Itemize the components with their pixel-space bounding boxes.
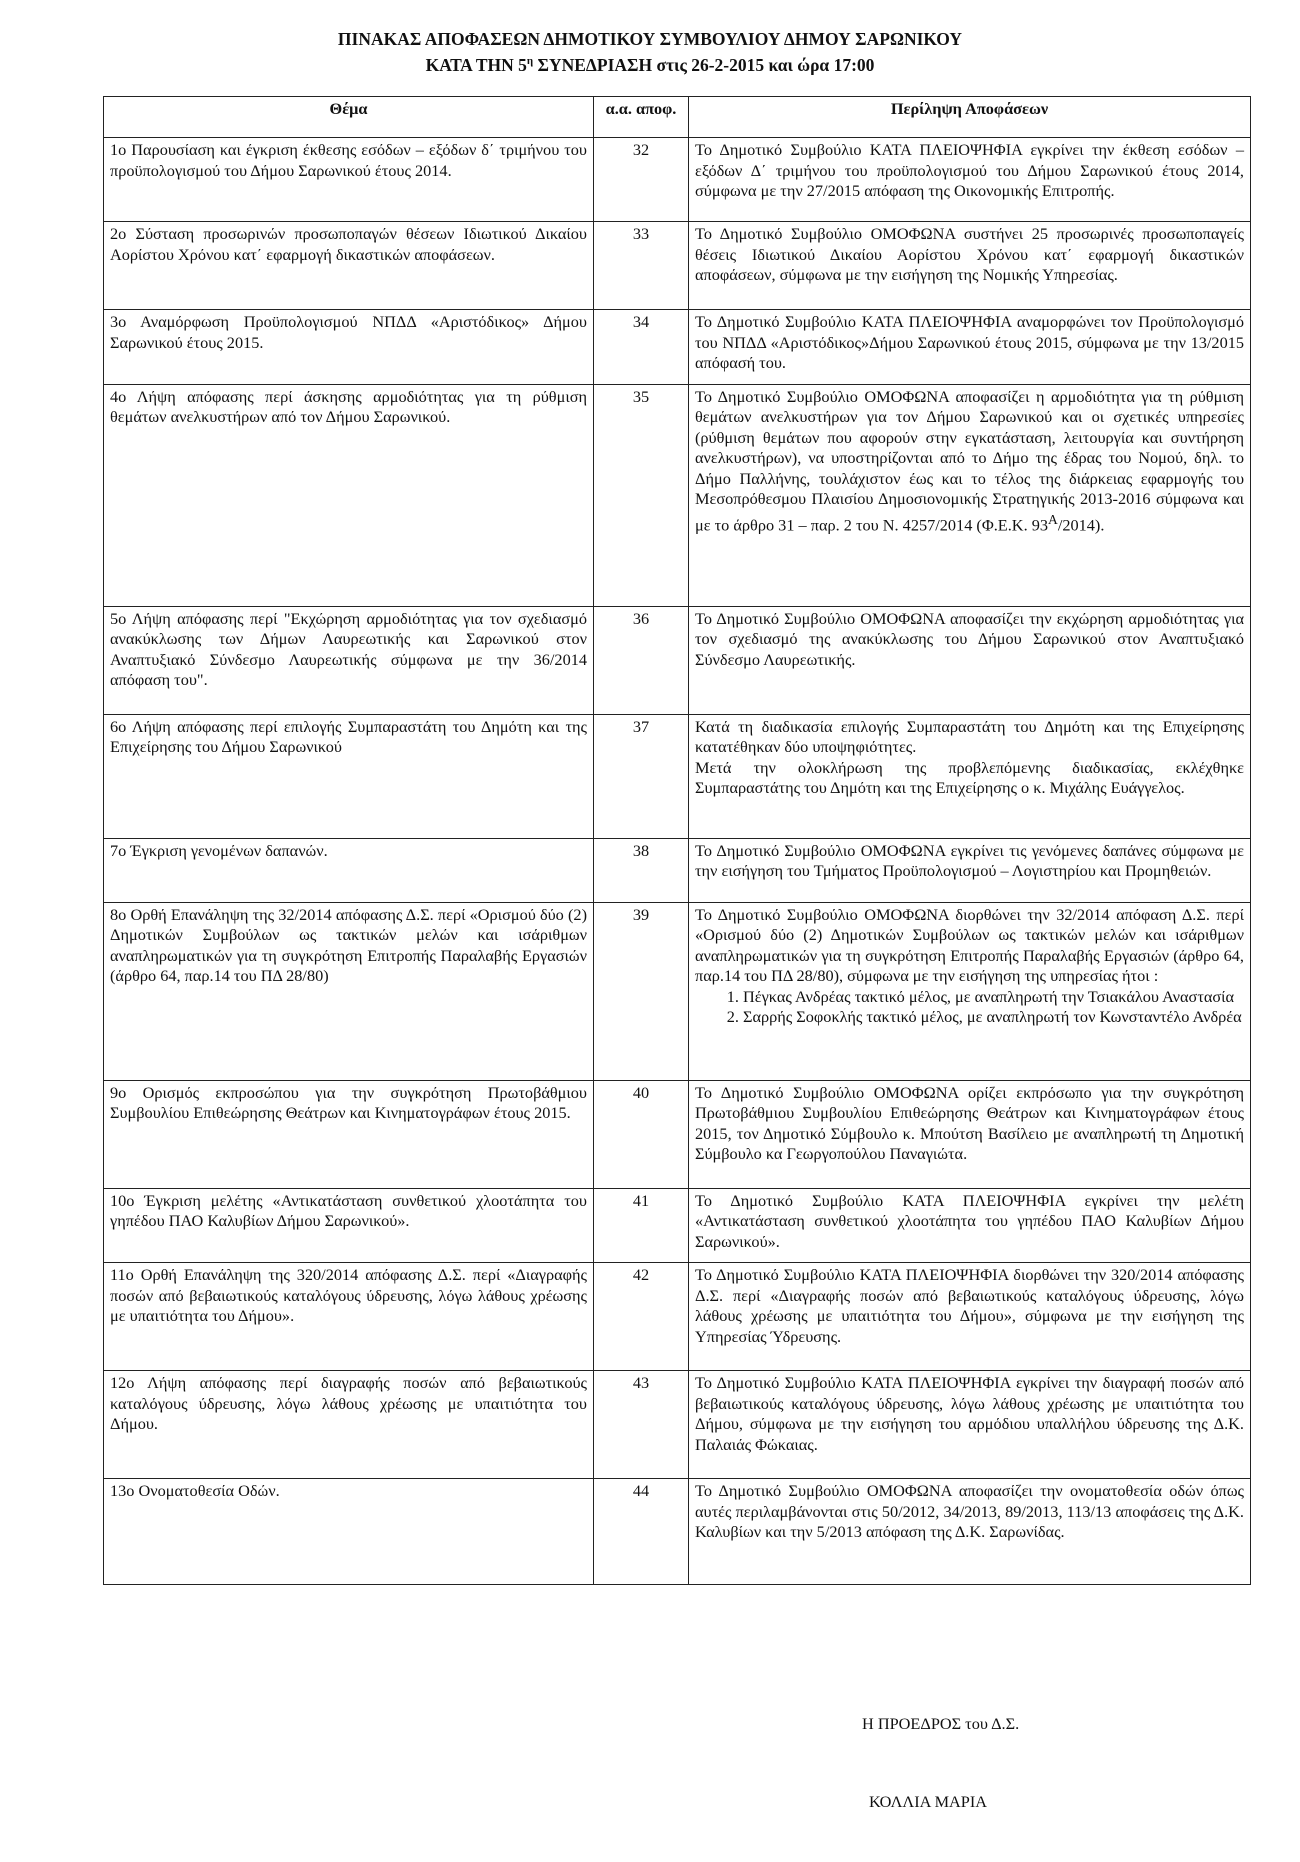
row-subject: 1ο Παρουσίαση και έγκριση έκθεσης εσόδων – εξόδων δ΄ τριμήνου του προϋπολογισμού του Δήμου Σαρωνικού έτους 2014.	[104, 138, 594, 222]
decisions-table	[103, 96, 1251, 1585]
table-row	[104, 310, 1251, 385]
row-number: 36	[594, 606, 689, 714]
table-row	[104, 1371, 1251, 1479]
row-number: 38	[594, 838, 689, 902]
row-number: 42	[594, 1263, 689, 1371]
row-summary: Το Δημοτικό Συμβούλιο ΚΑΤΑ ΠΛΕΙΟΨΗΦΙΑ εγκρίνει την έκθεση εσόδων – εξόδων Δ΄ τριμήνου του προϋπολογισμού του Δήμου Σαρωνικού έτους 2014, σύμφωνα με την 27/2015 απόφαση της Οικονομικής Επιτροπής.	[689, 138, 1251, 222]
row-number: 33	[594, 222, 689, 310]
title-line-1: ΠΙΝΑΚΑΣ ΑΠΟΦΑΣΕΩΝ ΔΗΜΟΤΙΚΟΥ ΣΥΜΒΟΥΛΙΟΥ ΔΗΜΟΥ ΣΑΡΩΝΙΚΟΥ	[337, 29, 963, 49]
row-summary: Το Δημοτικό Συμβούλιο ΟΜΟΦΩΝΑ αποφασίζει η αρμοδιότητα για τη ρύθμιση θεμάτων ανελκυστήρων για τον Δήμου Σαρωνικού και οι σχετικές υπηρεσίες (ρύθμιση θεμάτων που αφορούν στην εγκατάσταση, λειτουργία και συντήρηση ανελκυστήρων), να υποστηρίζονται από το Δήμο της έδρας του Νομού, δηλ. το Δήμο Παλλήνης, τουλάχιστον έως και το τέλος της διάρκειας εφαρμογής του Μεσοπρόθεσμου Πλαισίου Δημοσιονομικής Στρατηγικής 2013-2016 σύμφωνα και με το άρθρο 31 – παρ. 2 του Ν. 4257/2014 (Φ.Ε.Κ. $93^A/2014$).	[689, 384, 1251, 606]
table-row	[104, 1479, 1251, 1585]
table-row	[104, 1080, 1251, 1188]
row-subject: 11ο Ορθή Επανάληψη της 320/2014 απόφασης Δ.Σ. περί «Διαγραφής ποσών από βεβαιωτικούς καταλόγους ύδρευσης, λόγω λάθους χρέωσης με υπαιτιότητα του Δήμου».	[104, 1263, 594, 1371]
list-item: 2. Σαρρής Σοφοκλής τακτικό μέλος, με αναπληρωτή τον Κωνσταντέλο Ανδρέα	[743, 1007, 1244, 1028]
table-row	[104, 714, 1251, 838]
row-subject: 13ο Ονοματοθεσία Οδών.	[104, 1479, 594, 1585]
table-row	[104, 222, 1251, 310]
row-summary: Το Δημοτικό Συμβούλιο ΟΜΟΦΩΝΑ συστήνει 25 προσωρινές προσωποπαγείς θέσεις Ιδιωτικού Δικαίου Αορίστου Χρόνου κατ΄ εφαρμογή δικαστικών αποφάσεων, σύμφωνα με την εισήγηση της Νομικής Υπηρεσίας.	[689, 222, 1251, 310]
row-subject: 10ο Έγκριση μελέτης «Αντικατάσταση συνθετικού χλοοτάπητα του γηπέδου ΠΑΟ Καλυβίων Δήμου Σαρωνικού».	[104, 1188, 594, 1263]
column-header-number: α.α. αποφ.	[594, 97, 689, 138]
table-row	[104, 384, 1251, 606]
row-summary: Το Δημοτικό Συμβούλιο ΚΑΤΑ ΠΛΕΙΟΨΗΦΙΑ διορθώνει την 320/2014 απόφασης Δ.Σ. περί «Διαγραφής ποσών από βεβαιωτικούς καταλόγους ύδρευσης, λόγω λάθους χρέωσης με υπαιτιότητα του Δήμου», σύμφωνα με την εισήγηση της Υπηρεσίας Ύδρευσης.	[689, 1263, 1251, 1371]
row-number: 34	[594, 310, 689, 385]
row-subject: 9ο Ορισμός εκπροσώπου για την συγκρότηση Πρωτοβάθμιου Συμβουλίου Επιθεώρησης Θεάτρων και Κινηματογράφων έτους 2015.	[104, 1080, 594, 1188]
title-line-2: ΚΑΤΑ ΤΗΝ $5^\eta$ ΣΥΝΕΔΡΙΑΣΗ στις 26-2-2015 και ώρα 17:00	[425, 54, 875, 75]
row-summary: Το Δημοτικό Συμβούλιο ΟΜΟΦΩΝΑ αποφασίζει την εκχώρηση αρμοδιότητας για τον σχεδιασμό της ανακύκλωσης του Δήμου Σαρωνικού στον Αναπτυξιακό Σύνδεσμο Λαυρεωτικής.	[689, 606, 1251, 714]
row-number: 41	[594, 1188, 689, 1263]
row-subject: 7ο Έγκριση γενομένων δαπανών.	[104, 838, 594, 902]
row-subject: 12ο Λήψη απόφασης περί διαγραφής ποσών από βεβαιωτικούς καταλόγους ύδρευσης, λόγω λάθους χρέωσης με υπαιτιότητα του Δήμου.	[104, 1371, 594, 1479]
row-summary: Κατά τη διαδικασία επιλογής Συμπαραστάτη του Δημότη και της Επιχείρησης κατατέθηκαν δύο υποψηφιότητες. Μετά την ολοκλήρωση της προβλεπόμενης διαδικασίας, εκλέχθηκε Συμπαραστάτης του Δημότη και της Επιχείρησης ο κ. Μιχάλης Ευάγγελος.	[689, 714, 1251, 838]
row-number: 35	[594, 384, 689, 606]
page-title	[0, 28, 1300, 76]
row-subject: 2ο Σύσταση προσωρινών προσωποπαγών θέσεων Ιδιωτικού Δικαίου Αορίστου Χρόνου κατ΄ εφαρμογή δικαστικών αποφάσεων.	[104, 222, 594, 310]
row-summary: Το Δημοτικό Συμβούλιο ΟΜΟΦΩΝΑ εγκρίνει τις γενόμενες δαπάνες σύμφωνα με την εισήγηση του Τμήματος Προϋπολογισμού – Λογιστηρίου και Προμηθειών.	[689, 838, 1251, 902]
row-summary: Το Δημοτικό Συμβούλιο ΚΑΤΑ ΠΛΕΙΟΨΗΦΙΑ αναμορφώνει τον Προϋπολογισμό του ΝΠΔΔ «Αριστόδικος»Δήμου Σαρωνικού έτους 2015, σύμφωνα με την 13/2015 απόφασή του.	[689, 310, 1251, 385]
row-summary: Το Δημοτικό Συμβούλιο ΟΜΟΦΩΝΑ ορίζει εκπρόσωπο για την συγκρότηση Πρωτοβάθμιου Συμβουλίου Επιθεώρησης Θεάτρων και Κινηματογράφων έτους 2015, τον Δημοτικό Σύμβουλο κ. Μπούτση Βασίλειο με αναπληρωτή τη Δημοτική Σύμβουλο κα Γεωργοπούλου Παναγιώτα.	[689, 1080, 1251, 1188]
row-number: 44	[594, 1479, 689, 1585]
row-subject: 4ο Λήψη απόφασης περί άσκησης αρμοδιότητας για τη ρύθμιση θεμάτων ανελκυστήρων από τον Δήμου Σαρωνικού.	[104, 384, 594, 606]
row-number: 43	[594, 1371, 689, 1479]
table-row	[104, 138, 1251, 222]
column-header-subject: Θέμα	[104, 97, 594, 138]
column-header-summary: Περίληψη Αποφάσεων	[689, 97, 1251, 138]
row-summary: Το Δημοτικό Συμβούλιο ΟΜΟΦΩΝΑ διορθώνει την 32/2014 απόφαση Δ.Σ. περί «Ορισμού δύο (2) Δημοτικών Συμβούλων ως τακτικών μελών και ισάριθμων αναπληρωματικών για τη συγκρότηση Επιτροπής Παραλαβής Εργασιών (άρθρο 64, παρ.14 του ΠΔ 28/80), σύμφωνα με την εισήγηση της υπηρεσίας ήτοι : 1. Πέγκας Ανδρέας τακτικό μέλος, με αναπληρωτή την Τσιακάλου Αναστασία 2. Σαρρής Σοφοκλής τακτικό μέλος, με αναπληρωτή τον Κωνσταντέλο Ανδρέα	[689, 902, 1251, 1080]
table-row	[104, 606, 1251, 714]
table-header-row	[104, 97, 1251, 138]
table-row	[104, 1188, 1251, 1263]
table-row	[104, 1263, 1251, 1371]
signature-name: ΚΟΛΛΙΑ ΜΑΡΙΑ	[869, 1792, 988, 1811]
row-summary: Το Δημοτικό Συμβούλιο ΚΑΤΑ ΠΛΕΙΟΨΗΦΙΑ εγκρίνει την μελέτη «Αντικατάσταση συνθετικού χλοοτάπητα του γηπέδου ΠΑΟ Καλυβίων Δήμου Σαρωνικού».	[689, 1188, 1251, 1263]
row-number: 39	[594, 902, 689, 1080]
members-list	[695, 987, 1244, 1028]
row-number: 40	[594, 1080, 689, 1188]
row-subject: 5ο Λήψη απόφασης περί "Εκχώρηση αρμοδιότητας για τον σχεδιασμό ανακύκλωσης των Δήμων Λαυρεωτικής και Σαρωνικού στον Αναπτυξιακό Σύνδεσμο Λαυρεωτικής σύμφωνα με την 36/2014 απόφαση του".	[104, 606, 594, 714]
row-summary: Το Δημοτικό Συμβούλιο ΚΑΤΑ ΠΛΕΙΟΨΗΦΙΑ εγκρίνει την διαγραφή ποσών από βεβαιωτικούς καταλόγους ύδρευσης, λόγω λάθους χρέωσης με υπαιτιότητα του Δήμου, σύμφωνα με την εισήγηση του αρμόδιου υπαλλήλου ύδρευσης της Δ.Κ. Παλαιάς Φώκαιας.	[689, 1371, 1251, 1479]
row-number: 37	[594, 714, 689, 838]
row-subject: 8ο Ορθή Επανάληψη της 32/2014 απόφασης Δ.Σ. περί «Ορισμού δύο (2) Δημοτικών Συμβούλων ως τακτικών μελών και ισάριθμων αναπληρωματικών για τη συγκρότηση Επιτροπής Παραλαβής Εργασιών (άρθρο 64, παρ.14 του ΠΔ 28/80)	[104, 902, 594, 1080]
table-row	[104, 838, 1251, 902]
signature-title: Η ΠΡΟΕΔΡΟΣ του Δ.Σ.	[862, 1714, 1020, 1733]
row-subject: 6ο Λήψη απόφασης περί επιλογής Συμπαραστάτη του Δημότη και της Επιχείρησης του Δήμου Σαρωνικού	[104, 714, 594, 838]
row-number: 32	[594, 138, 689, 222]
row-subject: 3ο Αναμόρφωση Προϋπολογισμού ΝΠΔΔ «Αριστόδικος» Δήμου Σαρωνικού έτους 2015.	[104, 310, 594, 385]
table-row	[104, 902, 1251, 1080]
row-summary: Το Δημοτικό Συμβούλιο ΟΜΟΦΩΝΑ αποφασίζει την ονοματοθεσία οδών όπως αυτές περιλαμβάνονται στις 50/2012, 34/2013, 89/2013, 113/13 αποφάσεις της Δ.Κ. Καλυβίων και την 5/2013 απόφαση της Δ.Κ. Σαρωνίδας.	[689, 1479, 1251, 1585]
list-item: 1. Πέγκας Ανδρέας τακτικό μέλος, με αναπληρωτή την Τσιακάλου Αναστασία	[743, 987, 1244, 1008]
